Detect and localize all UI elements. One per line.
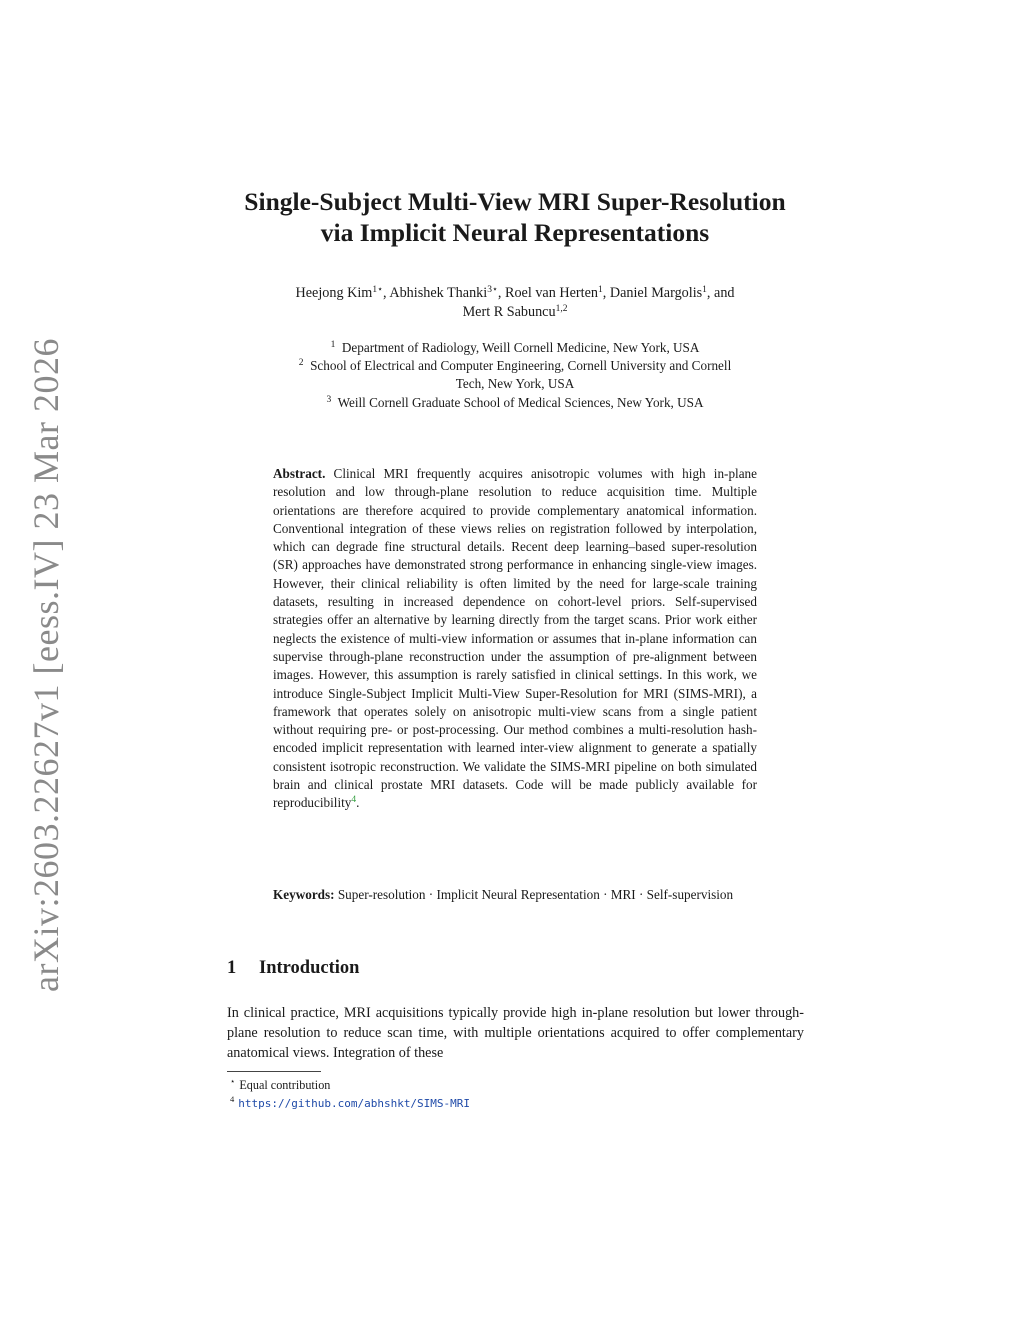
footnotes <box>230 1077 470 1112</box>
abstract-text: Clinical MRI frequently acquires anisotropic volumes with high in-plane resolution and low through-plane resolution to reduce acquisition time. Multiple orientations are therefore acquired to provide complementary anatomical information. Conventional integration of these views relies on registration followed by interpolation, which can degrade fine structural details. Recent deep learning–based super-resolution (SR) approaches have demonstrated strong performance in enhancing single-view images. However, their clinical reliability is often limited by the need for large-scale training datasets, resulting in increased dependence on cohort-level priors. Self-supervised strategies offer an alternative by learning directly from the target scans. Prior work either neglects the existence of multi-view information or assumes that in-plane information can supervise through-plane reconstruction under the assumption of pre-alignment between images. However, this assumption is rarely satisfied in clinical settings. In this work, we introduce Single-Subject Implicit Multi-View Super-Resolution for MRI (SIMS-MRI), a framework that operates solely on anisotropic multi-view scans from a single patient without requiring pre- or post-processing. Our method combines a multi-resolution hash-encoded implicit representation with learned inter-view alignment to generate a spatially consistent isotropic reconstruction. We validate the SIMS-MRI pipeline on both simulated brain and clinical prostate MRI datasets. Code will be made publicly available for reproducibility <box>273 466 757 811</box>
introduction-paragraph: In clinical practice, MRI acquisitions typically provide high in-plane resolution but lower through-plane resolution to reduce scan time, with multiple orientations acquired to offer complementary anatomical views. Integration of these <box>227 1005 804 1062</box>
affiliation-item <box>215 339 815 357</box>
paper-title <box>200 186 830 248</box>
affiliation-number: 1 <box>330 339 336 350</box>
author-name: Mert R Sabuncu <box>462 304 556 320</box>
author-line-1 <box>210 284 820 303</box>
affiliation-item <box>215 357 815 375</box>
github-repository-link[interactable]: https://github.com/abhshkt/SIMS-MRI <box>238 1096 471 1110</box>
author-list <box>210 284 820 322</box>
author-affiliation-mark: 1 <box>597 284 603 295</box>
abstract-label: Abstract. <box>273 466 326 481</box>
author-affiliation-mark: 1⋆ <box>372 284 384 295</box>
author-separator: , <box>383 285 390 301</box>
paper-title-line-1: Single-Subject Multi-View MRI Super-Resolution <box>244 187 786 216</box>
author-affiliation-mark: 1 <box>702 284 707 295</box>
affiliation-item <box>215 394 815 412</box>
section-heading-introduction <box>227 958 359 979</box>
author-separator: , <box>602 285 610 301</box>
keywords-label: Keywords: <box>273 887 335 902</box>
abstract-end: . <box>356 795 360 811</box>
footnote-item <box>230 1095 470 1113</box>
author-name: Heejong Kim <box>295 285 373 301</box>
footnote-text: Equal contribution <box>239 1078 331 1092</box>
affiliation-text: Department of Radiology, Weill Cornell Medicine, New York, USA <box>341 340 700 355</box>
author-affiliation-mark: 1,2 <box>555 303 568 314</box>
author-name: Abhishek Thanki <box>389 285 488 301</box>
affiliation-list <box>215 339 815 412</box>
affiliation-text: School of Electrical and Computer Engineering, Cornell University and Cornell <box>310 358 732 374</box>
author-separator: , <box>497 285 505 301</box>
section-title: Introduction <box>259 958 360 978</box>
affiliation-continuation: Tech, New York, USA <box>455 376 575 392</box>
affiliation-number: 3 <box>326 394 332 405</box>
keywords-text: Super-resolution · Implicit Neural Representation · MRI · Self-supervision <box>337 887 734 902</box>
abstract <box>273 465 757 813</box>
author-name: Roel van Herten <box>505 285 598 301</box>
footnote-reference-link[interactable]: 4 <box>351 795 357 806</box>
footnote-divider <box>227 1071 321 1072</box>
author-affiliation-mark: 3⋆ <box>487 284 498 295</box>
keywords <box>273 886 757 904</box>
affiliation-text: Weill Cornell Graduate School of Medical Sciences, New York, USA <box>337 394 704 410</box>
footnote-mark: 4 <box>230 1093 235 1104</box>
author-line-2 <box>210 303 820 322</box>
footnote-mark: ⋆ <box>230 1076 236 1087</box>
section-number: 1 <box>227 958 237 978</box>
arxiv-identifier-stamp: arXiv:2603.22627v1 [eess.IV] 23 Mar 2026 <box>26 338 66 992</box>
footnote-item <box>230 1077 470 1095</box>
affiliation-number: 2 <box>298 357 304 368</box>
paper-title-line-2: via Implicit Neural Representations <box>320 218 710 247</box>
author-separator: , and <box>706 285 735 301</box>
author-name: Daniel Margolis <box>609 285 703 301</box>
